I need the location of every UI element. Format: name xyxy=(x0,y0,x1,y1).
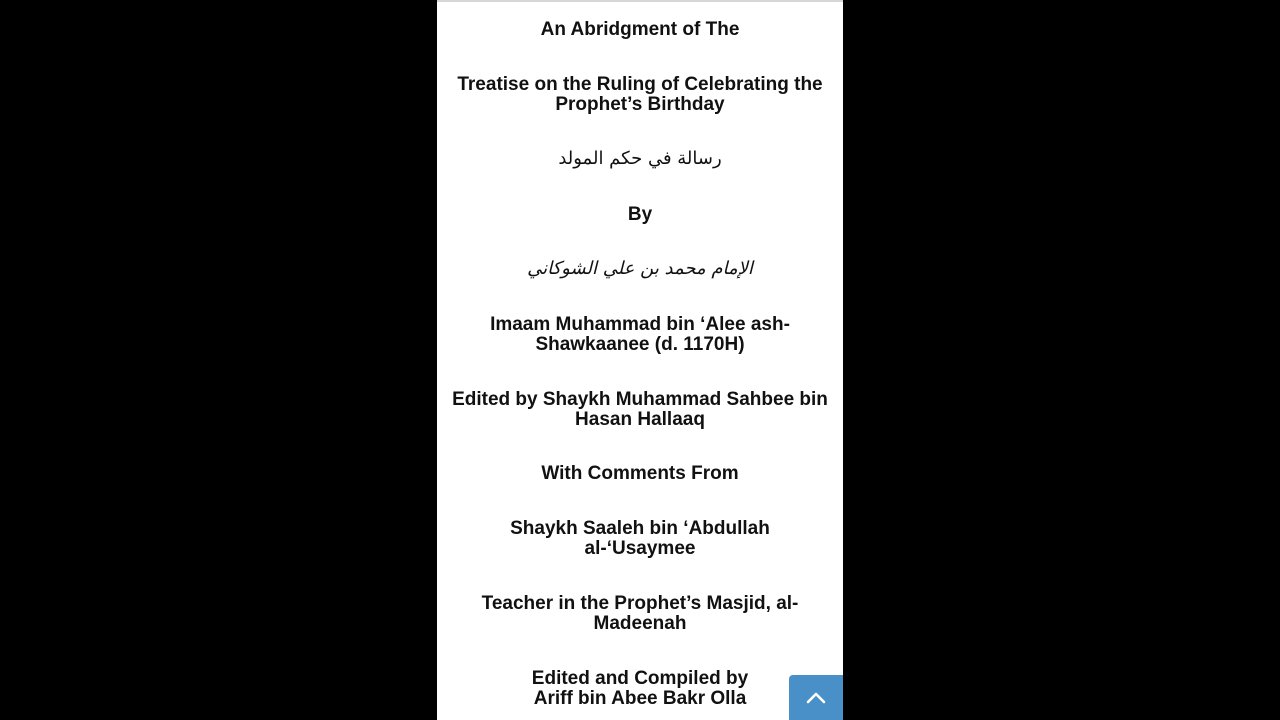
treatise-title: Treatise on the Ruling of Celebrating the Prophet’s Birthday xyxy=(457,74,823,115)
comments-heading: With Comments From xyxy=(541,463,739,484)
editor-line: Edited by Shaykh Muhammad Sahbee bin Hasan Hallaaq xyxy=(452,389,828,430)
document-page xyxy=(437,0,843,720)
arabic-author: الإمام محمد بن علي الشوكاني xyxy=(527,258,753,279)
scroll-to-top-button[interactable] xyxy=(789,675,843,720)
commentator-name: Shaykh Saaleh bin ‘Abdullah al-‘Usaymee xyxy=(510,518,770,559)
abridgment-line: An Abridgment of The xyxy=(540,19,740,40)
chevron-up-icon xyxy=(806,690,826,704)
arabic-title: رسالة في حكم المولد xyxy=(558,148,722,169)
commentator-role: Teacher in the Prophet’s Masjid, al-Madeenah xyxy=(481,593,799,634)
author-name: Imaam Muhammad bin ‘Alee ash-Shawkaanee (d. 1170H) xyxy=(490,314,790,355)
compiler-line: Edited and Compiled by Ariff bin Abee Bakr Olla xyxy=(531,668,749,709)
by-line: By xyxy=(627,204,653,225)
